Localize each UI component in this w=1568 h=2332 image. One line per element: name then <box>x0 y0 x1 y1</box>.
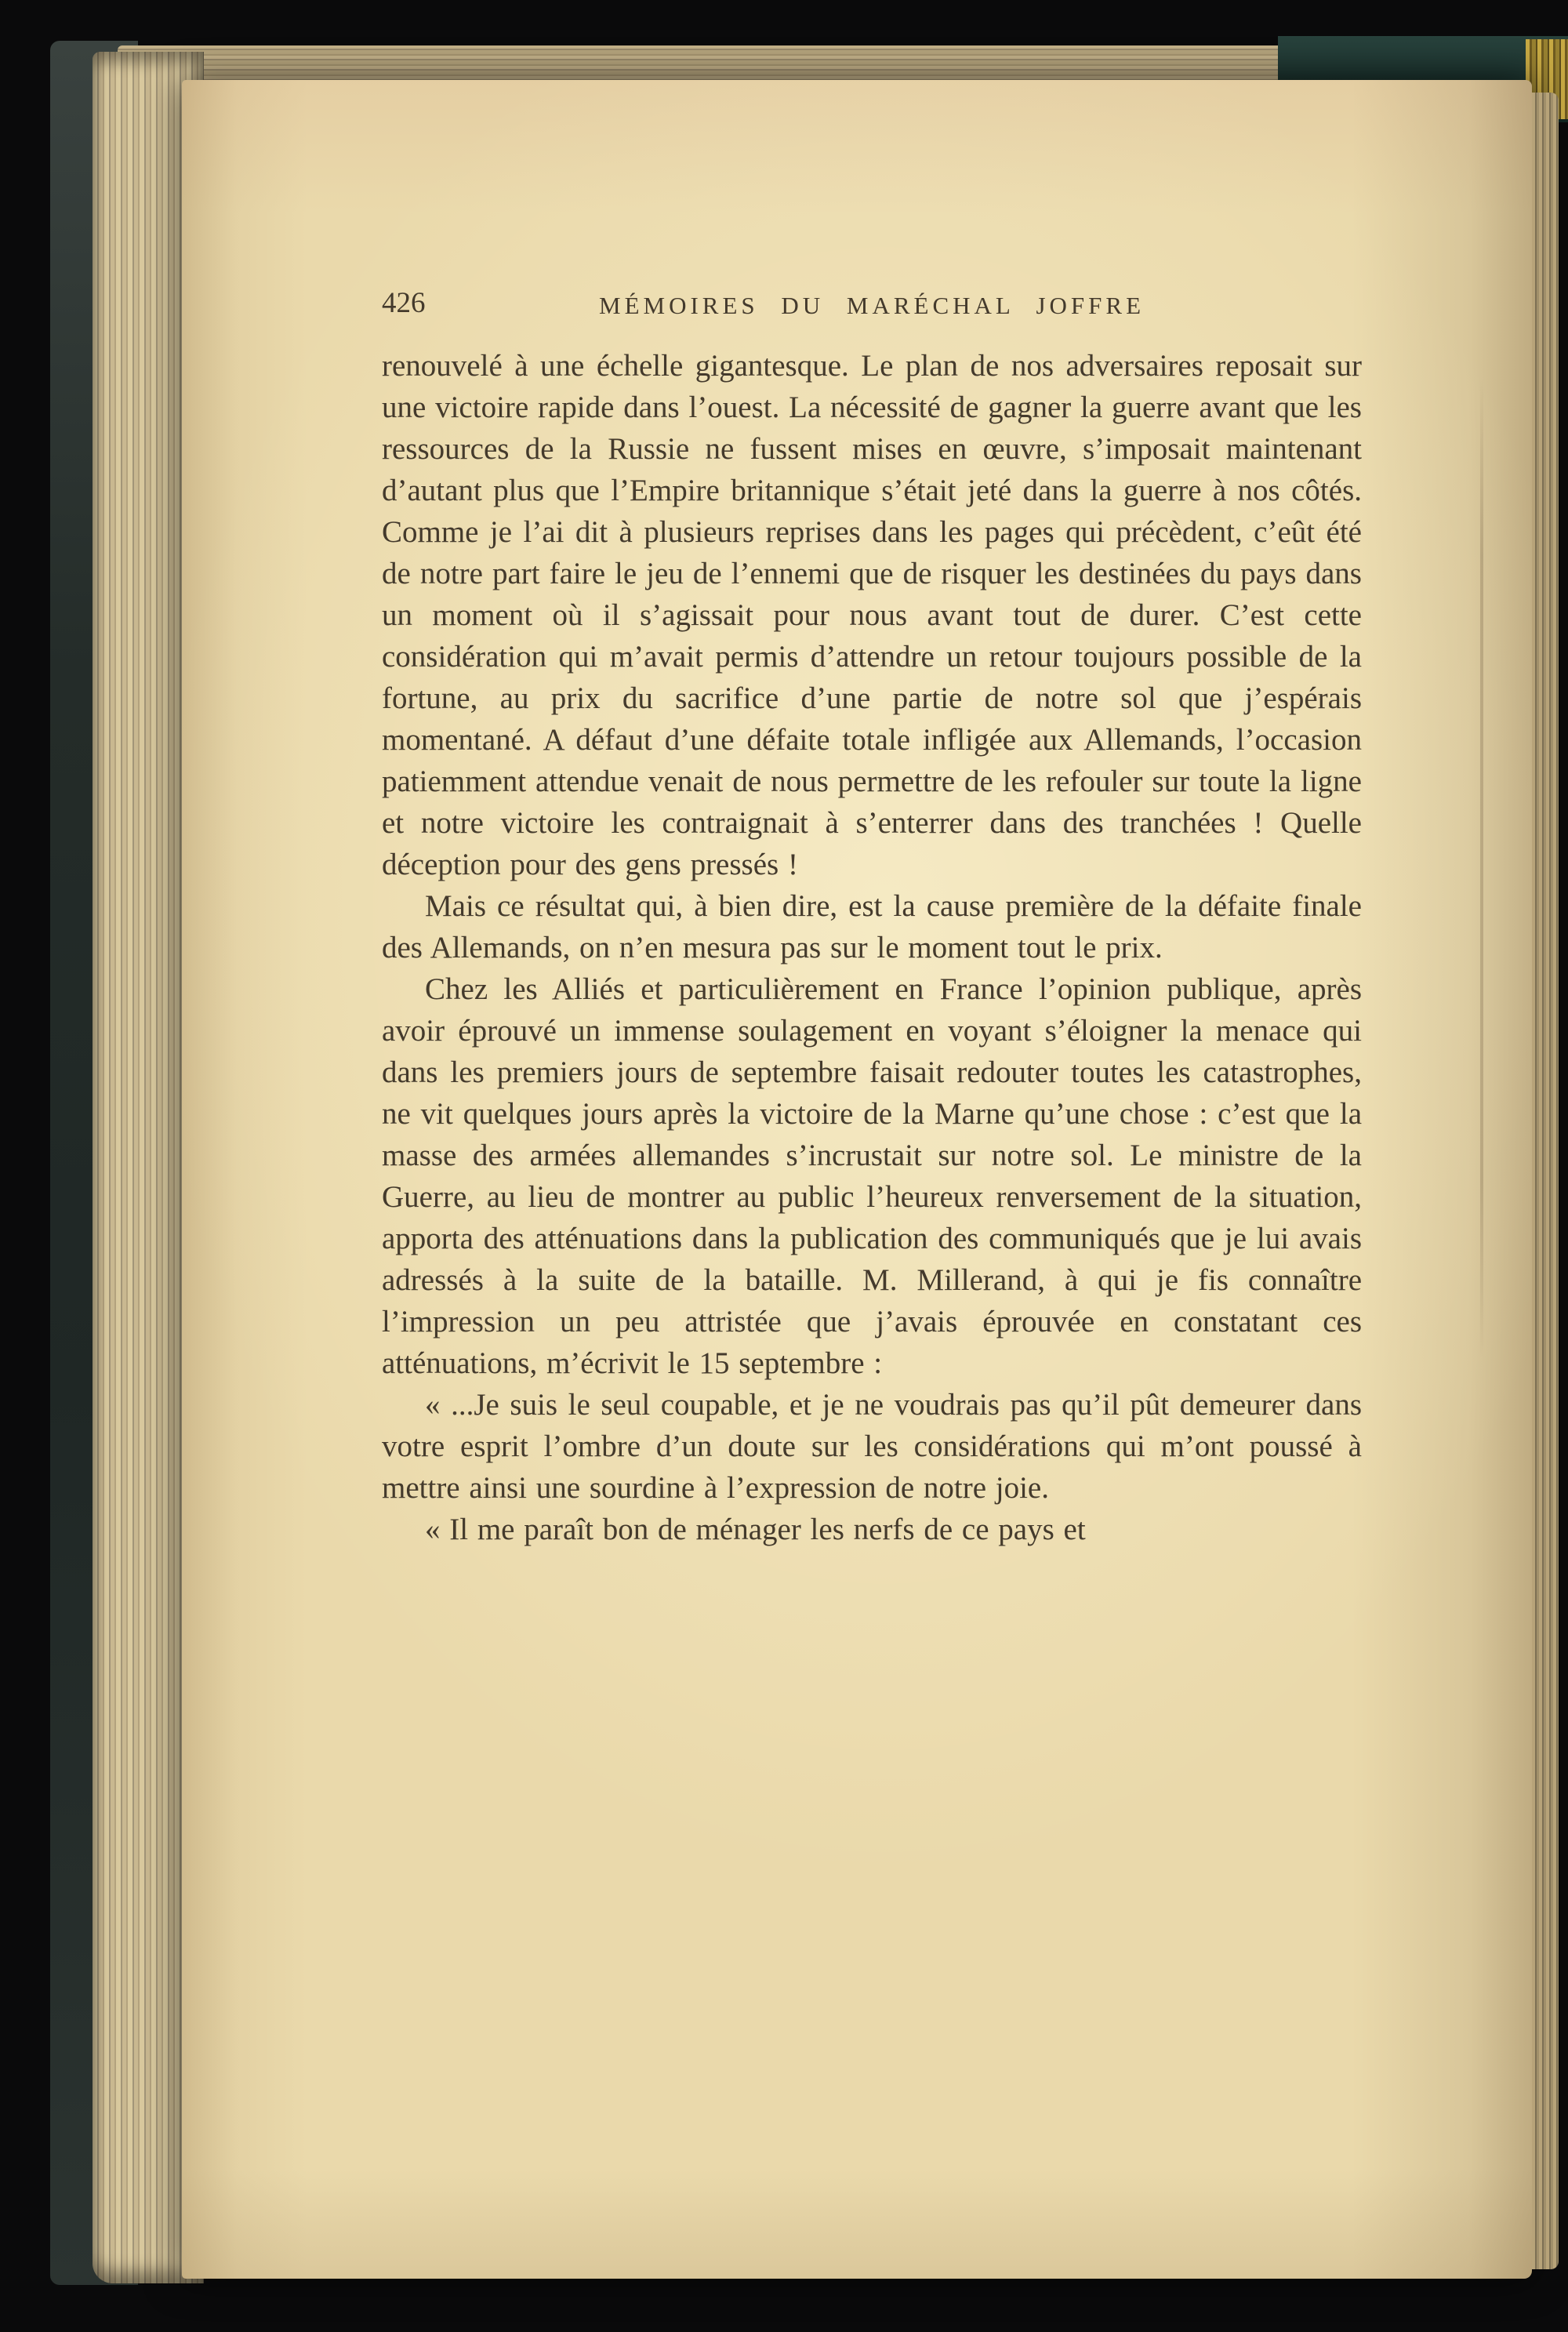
running-title: MÉMOIRES DU MARÉCHAL JOFFRE <box>599 292 1145 319</box>
running-header <box>382 282 1362 320</box>
body-paragraph: renouvelé à une échelle gigantesque. Le plan de nos adversaires reposait sur une victoire rapide dans l’ouest. La nécessité de gagner la guerre avant que les ressources de la Russie ne fussent mises en œuvre, s’imposait maintenant d’autant plus que l’Empire britannique s’était jeté dans la guerre à nos côtés. Comme je l’ai dit à plusieurs reprises dans les pages qui précèdent, c’eût été de notre part faire le jeu de l’ennemi que de risquer les destinées du pays dans un moment où il s’agissait pour nous avant tout de durer. C’est cette considération qui m’avait permis d’attendre un retour toujours possible de la fortune, au prix du sacrifice d’une partie de notre sol que j’espérais momentané. A défaut d’une défaite totale infligée aux Allemands, l’occasion patiemment attendue venait de nous permettre de les refouler sur toute la ligne et notre victoire les contraignait à s’enterrer dans des tranchées ! Quelle déception pour des gens pressés ! <box>382 349 1362 881</box>
gutter-crease <box>1480 378 1483 1358</box>
body-paragraph: « Il me paraît bon de ménager les nerfs de ce pays et <box>425 1513 1086 1546</box>
book-page <box>182 80 1532 2279</box>
body-paragraph: « ...Je suis le seul coupable, et je ne voudrais pas qu’il pût demeurer dans votre esprit l’ombre d’un doute sur les considérations qui m’ont poussé à mettre ainsi une sourdine à l’expression de notre joie. <box>382 1388 1362 1505</box>
page-number: 426 <box>382 287 426 319</box>
right-page-edges <box>1532 93 1559 2269</box>
text-block <box>382 282 1362 1550</box>
body-paragraph: Mais ce résultat qui, à bien dire, est la cause première de la défaite finale des Allemands, on n’en mesura pas sur le moment tout le prix. <box>382 889 1362 964</box>
body-paragraph: Chez les Alliés et particulièrement en France l’opinion publique, après avoir éprouvé un immense soulagement en voyant s’éloigner la menace qui dans les premiers jours de septembre faisait redouter toutes les catastrophes, ne vit quelques jours après la victoire de la Marne qu’une chose : c’est que la masse des armées allemandes s’incrustait sur notre sol. Le ministre de la Guerre, au lieu de montrer au public l’heureux renversement de la situation, apporta des atténuations dans la publication des communiqués que je lui avais adressés à la suite de la bataille. M. Millerand, à qui je fis connaître l’impression un peu attristée que j’avais éprouvée en constatant ces atténuations, m’écrivit le 15 septembre : <box>382 972 1362 1380</box>
